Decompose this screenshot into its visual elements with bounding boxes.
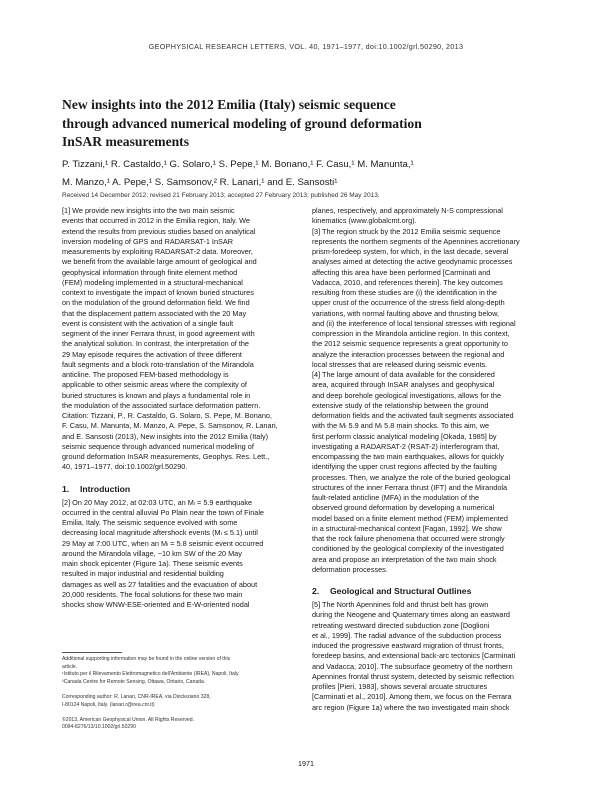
footnote-line: I-80124 Napoli, Italy. (lanari.r@irea.cnr.it) — [62, 701, 155, 708]
footnote-line: ©2013. American Geophysical Union. All Rights Reserved. — [62, 716, 195, 723]
abstract-line: context to investigate the impact of known buried structures — [62, 288, 254, 297]
footnote-line: ¹Istituto per il Rilevamento Elettromagnetico dell'Ambiente (IREA), Napoli, Italy. — [62, 671, 240, 678]
text-line: around the Mirandola village, ~10 km SW of the 20 May — [62, 548, 242, 558]
text-line: [3] The region struck by the 2012 Emilia seismic sequence — [312, 226, 501, 236]
text-line: resulting from these studies are (i) the identification in the — [312, 288, 497, 297]
text-line: [4] The large amount of data available for the considered — [312, 370, 495, 379]
title-line: New insights into the 2012 Emilia (Italy) seismic sequence — [62, 97, 396, 112]
text-line: that the rock failure phenomena that occurred were strongly — [312, 534, 505, 543]
text-line: local stresses that are released during seismic events. — [312, 359, 488, 369]
text-line: prism-foredeep system, for which, in the last decade, several — [312, 247, 509, 256]
text-line: analyses aimed at detecting the active geodynamic processes — [312, 257, 513, 267]
text-line: compression in the Mirandola anticline region. In this context, — [312, 329, 510, 338]
text-line: [2] On 20 May 2012, at 02:03 UTC, an Mₗ = 5.9 earthquake — [62, 497, 253, 507]
text-line: extensive study of the relationship between the ground — [312, 400, 489, 410]
text-line: investigating a RADARSAT-2 (RSAT-2) interferogram that, — [312, 441, 500, 451]
text-line: and (ii) the interference of local tensional stresses with regional — [312, 318, 516, 328]
left-column — [62, 206, 298, 610]
text-line: deformation processes. — [312, 564, 388, 574]
text-line: in a structural-mechanical context [Fagan, 1992]. We show — [312, 523, 502, 533]
abstract-line: Citation: Tizzani, P., R. Castaldo, G. Solaro, S. Pepe, M. Bonano, — [62, 411, 272, 420]
text-line: induced the progressive eastward migration of thrust fronts, — [312, 641, 504, 650]
text-line: resulted in major industrial and residential building — [62, 569, 224, 579]
abstract-line: and E. Sansosti (2013), New insights into the 2012 Emilia (Italy) — [62, 431, 269, 441]
text-line: profiles [Pieri, 1983], shows several arcuate structures — [312, 682, 488, 691]
paragraph-5 — [312, 600, 548, 713]
abstract-line: inversion modeling of GPS and RADARSAT-1 InSAR — [62, 236, 234, 246]
abstract-line: we benefit from the available large amount of geological and — [62, 257, 257, 267]
abstract-line: 40, 1971–1977, doi:10.1002/grl.50290. — [62, 462, 188, 472]
abstract-line: anticline. The proposed FEM-based methodology is — [62, 370, 229, 379]
text-line: and deep borehole geological investigations, allows for the — [312, 390, 502, 400]
text-line: main shock epicenter (Figure 1a). These seismic events — [62, 559, 243, 568]
text-line: fault-related anticline (MFA) in the modulation of the — [312, 493, 480, 502]
text-line: upper crust of the occurrence of the stress field along-depth — [312, 298, 505, 308]
footnotes — [62, 656, 298, 732]
paragraph-2 — [62, 498, 298, 611]
text-line: damages as well as 27 fatalities and the evacuation of about — [62, 579, 258, 589]
text-line: area and propose an interpretation of the two main shock — [312, 554, 497, 564]
abstract-line: event is consistent with the activation of a single fault — [62, 318, 234, 328]
section-title: Geological and Structural Outlines — [330, 586, 472, 596]
text-line: [Carminati et al., 2010]. Among them, we focus on the Ferrara — [312, 692, 512, 702]
footnote-line — [62, 709, 298, 717]
text-line: 20,000 residents. The focal solutions for these two main — [62, 589, 243, 599]
text-line: shocks show WNW-ESE-oriented and E-W-oriented nodal — [62, 600, 250, 609]
footnote-line — [62, 686, 298, 694]
author-line: P. Tizzani,¹ R. Castaldo,¹ G. Solaro,¹ S. Pepe,¹ M. Bonano,¹ F. Casu,¹ M. Manunta,¹ — [62, 159, 414, 170]
text-line: represents the northern segments of the Apennines accretionary — [312, 236, 520, 246]
text-line: observed ground deformation by developing a numerical — [312, 503, 495, 513]
article-title — [62, 96, 532, 152]
abstract-line: the modulation of the associated surface deformation pattern. — [62, 400, 261, 410]
text-line: affecting this area have been performed [Carminati and — [312, 267, 491, 277]
text-line: structures of the inner Ferrara thrust (IFT) and the Mirandola — [312, 482, 508, 492]
text-line: during the Neogene and Quaternary times along an eastward — [312, 610, 510, 620]
text-line: first perform classic analytical modeling [Okada, 1985] by — [312, 431, 497, 441]
text-line: area, acquired through InSAR analyses and geophysical — [312, 380, 495, 390]
text-line: and Vadacca, 2010]. The subsurface geometry of the northern — [312, 661, 513, 671]
page-number: 1971 — [298, 759, 314, 768]
abstract-line: that the displacement pattern associated with the 20 May — [62, 308, 247, 318]
text-line: analyze the interaction processes between the regional and — [312, 349, 505, 359]
section-heading-introduction — [62, 483, 298, 495]
footnote-line: ²Canada Centre for Remote Sensing, Ottawa, Ontario, Canada. — [62, 678, 206, 685]
title-line: InSAR measurements — [62, 134, 190, 149]
paragraph-3 — [312, 227, 548, 371]
text-line: kinematics (www.globalcmt.org). — [312, 216, 417, 226]
footnote-line: Additional supporting information may be found in the online version of this — [62, 656, 231, 662]
text-line: with the Mₗ 5.9 and Mₗ 5.8 main shocks. To this aim, we — [312, 421, 490, 431]
text-line: Emilia, Italy. The seismic sequence evolved with some — [62, 518, 238, 527]
paragraph-1-continued — [312, 206, 548, 227]
section-number: 2. — [312, 586, 320, 596]
abstract-line: the analytical solution. In contrast, the interpretation of the — [62, 339, 249, 349]
text-line: planes, respectively, and approximately N-S compressional — [312, 206, 503, 215]
title-line: through advanced numerical modeling of ground deformation — [62, 115, 422, 131]
text-line: foredeep basins, and extensional back-arc tectonics [Carminati — [312, 651, 516, 661]
abstract-line: buried structures is known and plays a fundamental role in — [62, 390, 251, 400]
text-line: Apennines frontal thrust system, detected by seismic reflection — [312, 671, 514, 681]
text-line: et al., 1999]. The radial advance of the subduction process — [312, 630, 502, 640]
footnote-rule — [62, 652, 122, 653]
text-line: identifying the upper crust regions affected by the faulting — [312, 462, 497, 472]
paragraph-4 — [312, 370, 548, 575]
author-list — [62, 156, 532, 192]
text-line: retreating westward directed subduction zone [Doglioni — [312, 620, 490, 630]
section-heading-geological-outlines — [312, 585, 548, 597]
abstract-line: applicable to other seismic areas where the complexity of — [62, 380, 247, 390]
running-header: GEOPHYSICAL RESEARCH LETTERS, VOL. 40, 1971–1977, doi:10.1002/grl.50290, 2013 — [148, 42, 464, 51]
footnote-line: Corresponding author: R. Lanari, CNR-IREA, via Diocleziano 328, — [62, 693, 211, 700]
section-title: Introduction — [80, 483, 131, 494]
text-line: Vadacca, 2010, and references therein]. The key outcomes — [312, 277, 503, 287]
abstract-line: ground deformation InSAR measurements, Geophys. Res. Lett., — [62, 452, 270, 461]
section-number: 1. — [62, 483, 70, 494]
abstract-line: F. Casu, M. Manunta, M. Manzo, A. Pepe, S. Samsonov, R. Lanari, — [62, 421, 278, 431]
received-dates: Received 14 December 2012; revised 21 February 2013; accepted 27 February 2013; published 26 May 2013. — [62, 192, 380, 199]
abstract-line: fault segments and a block roto-translation of the Mirandola — [62, 359, 254, 369]
footnote-line: article. — [62, 663, 78, 670]
abstract-line: (FEM) modeling implemented in a structural-mechanical — [62, 277, 243, 287]
abstract-line: geophysical information through finite element method — [62, 267, 238, 277]
text-line: [5] The North Apennines fold and thrust belt has grown — [312, 600, 489, 609]
footnote-line: 0094-8276/13/10.1002/grl.50290 — [62, 724, 136, 731]
text-line: occurred in the central alluvial Po Plain near the town of Finale — [62, 507, 264, 517]
abstract-line: segment of the inner Ferrara thrust, in good agreement with — [62, 329, 255, 338]
author-line: M. Manzo,¹ A. Pepe,¹ S. Samsonov,² R. Lanari,¹ and E. Sansosti¹ — [62, 177, 338, 188]
text-line: deformation fields and the activated fault segments associated — [312, 411, 514, 420]
abstract — [62, 206, 298, 473]
abstract-line: 29 May episode requires the activation of three different — [62, 349, 242, 359]
abstract-line: seismic sequence through advanced numerical modeling of — [62, 441, 254, 451]
right-column — [312, 206, 548, 713]
abstract-line: on the modulation of the ground deformation field. We find — [62, 298, 250, 308]
text-line: arc region (Figure 1a) where the two investigated main shock — [312, 702, 510, 712]
abstract-line: measurements by exploiting RADARSAT-2 data. Moreover, — [62, 247, 253, 256]
abstract-line: events that occurred in 2012 in the Emilia region, Italy. We — [62, 216, 250, 226]
text-line: 29 May at 7:00 UTC, when an Mₗ = 5.8 seismic event occurred — [62, 538, 264, 548]
abstract-line: [1] We provide new insights into the two main seismic — [62, 206, 235, 215]
text-line: variations, with normal faulting above and thrusting below, — [312, 308, 499, 318]
abstract-line: extend the results from previous studies based on analytical — [62, 226, 256, 236]
text-line: conditioned by the geological complexity of the investigated — [312, 544, 504, 554]
text-line: decreasing local magnitude aftershock events (Mₗ ≤ 5.1) until — [62, 528, 258, 538]
text-line: processes. Then, we analyze the role of the buried geological — [312, 472, 511, 482]
text-line: model based on a finite element method (FEM) implemented — [312, 513, 508, 523]
text-line: the 2012 seismic sequence represents a great opportunity to — [312, 339, 508, 349]
text-line: encompassing the two main earthquakes, allows for quickly — [312, 452, 504, 461]
